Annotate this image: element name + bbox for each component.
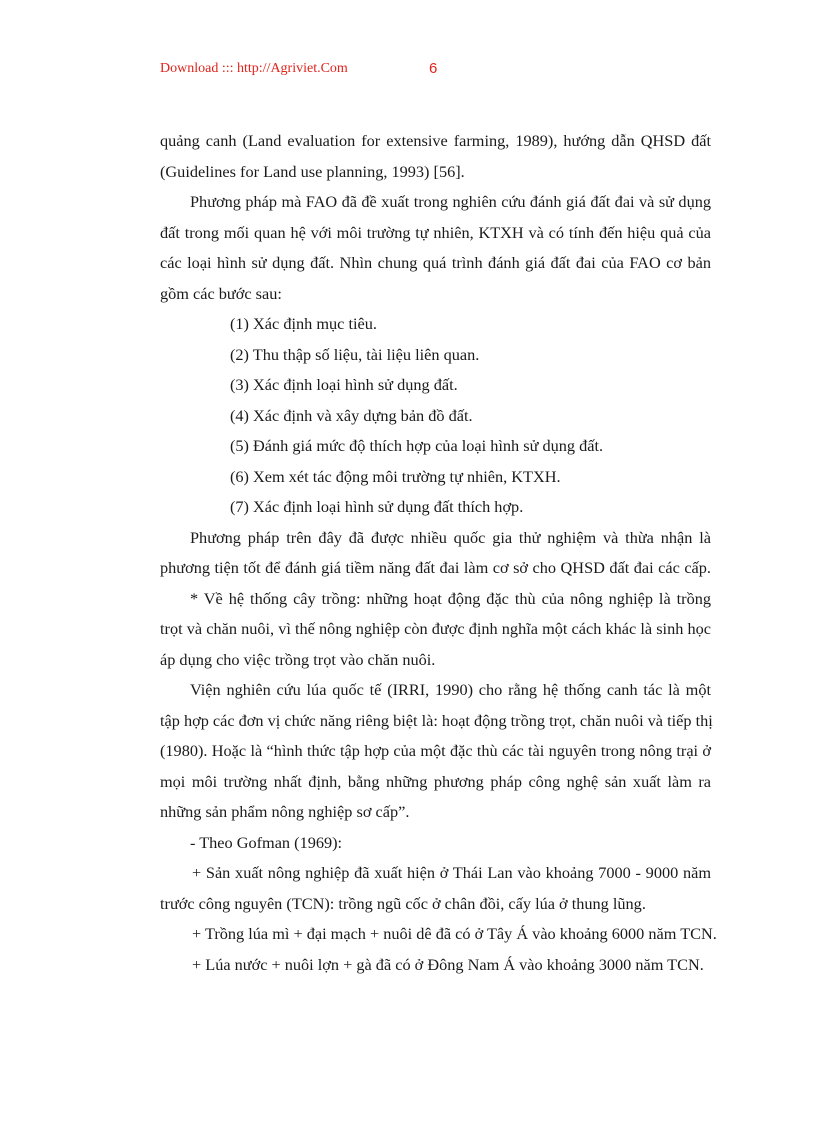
- document-body: [160, 126, 717, 980]
- paragraph-first-line: Viện nghiên cứu lúa quốc tế (IRRI, 1990) cho rằng hệ thống canh tác là một: [190, 680, 711, 699]
- paragraph-first-line: * Về hệ thống cây trồng: những hoạt động đặc thù của nông nghiệp là trồng: [190, 588, 711, 608]
- bullet-item: + Trồng lúa mì + đại mạch + nuôi dê đã có ở Tây Á vào khoảng 6000 năm TCN.: [192, 924, 717, 943]
- body-line: những sản phẩm nông nghiệp sơ cấp”.: [160, 802, 410, 821]
- body-line: áp dụng cho việc trồng trọt vào chăn nuôi.: [160, 649, 436, 669]
- body-line: trọt và chăn nuôi, vì thế nông nghiệp còn được định nghĩa một cách khác là sinh học: [160, 619, 711, 638]
- body-line: (Guidelines for Land use planning, 1993) [56].: [160, 161, 465, 181]
- page-header: [160, 61, 560, 81]
- list-item: (5) Đánh giá mức độ thích hợp của loại hình sử dụng đất.: [230, 436, 604, 455]
- body-line: mọi môi trường nhất định, bằng những phương pháp công nghệ sản xuất làm ra: [160, 771, 711, 791]
- list-item: (3) Xác định loại hình sử dụng đất.: [230, 375, 458, 394]
- paragraph-first-line: Phương pháp mà FAO đã đề xuất trong nghiên cứu đánh giá đất đai và sử dụng: [190, 192, 711, 211]
- bullet-item: + Sản xuất nông nghiệp đã xuất hiện ở Thái Lan vào khoảng 7000 - 9000 năm: [192, 863, 711, 882]
- section-heading: - Theo Gofman (1969):: [190, 832, 343, 852]
- page-number: 6: [429, 60, 438, 77]
- list-item: (4) Xác định và xây dựng bản đồ đất.: [230, 405, 473, 425]
- list-item: (6) Xem xét tác động môi trường tự nhiên, KTXH.: [230, 466, 561, 486]
- bullet-item: + Lúa nước + nuôi lợn + gà đã có ở Đông Nam Á vào khoảng 3000 năm TCN.: [192, 954, 704, 974]
- body-line: các loại hình sử dụng đất. Nhìn chung quá trình đánh giá đất đai của FAO cơ bản: [160, 253, 711, 272]
- body-line: trước công nguyên (TCN): trồng ngũ cốc ở chân đồi, cấy lúa ở thung lũng.: [160, 893, 646, 913]
- body-line: phương tiện tốt để đánh giá tiềm năng đất đai làm cơ sở cho QHSD đất đai các cấp.: [160, 558, 711, 577]
- list-item: (1) Xác định mục tiêu.: [230, 314, 377, 333]
- list-item: (7) Xác định loại hình sử dụng đất thích hợp.: [230, 497, 524, 516]
- body-line: (1980). Hoặc là “hình thức tập hợp của một đặc thù các tài nguyên trong nông trại ở: [160, 741, 711, 760]
- body-line: gồm các bước sau:: [160, 283, 282, 303]
- download-link[interactable]: Download ::: http://Agriviet.Com: [160, 61, 348, 76]
- paragraph-first-line: Phương pháp trên đây đã được nhiều quốc gia thử nghiệm và thừa nhận là: [190, 527, 711, 547]
- body-line: tập hợp các đơn vị chức năng riêng biệt là: hoạt động trồng trọt, chăn nuôi và tiếp thị: [160, 710, 713, 730]
- list-item: (2) Thu thập số liệu, tài liệu liên quan.: [230, 344, 480, 364]
- body-line: đất trong mối quan hệ với môi trường tự nhiên, KTXH và có tính đến hiệu quả của: [160, 222, 711, 242]
- body-line: quảng canh (Land evaluation for extensive farming, 1989), hướng dẫn QHSD đất: [160, 131, 711, 150]
